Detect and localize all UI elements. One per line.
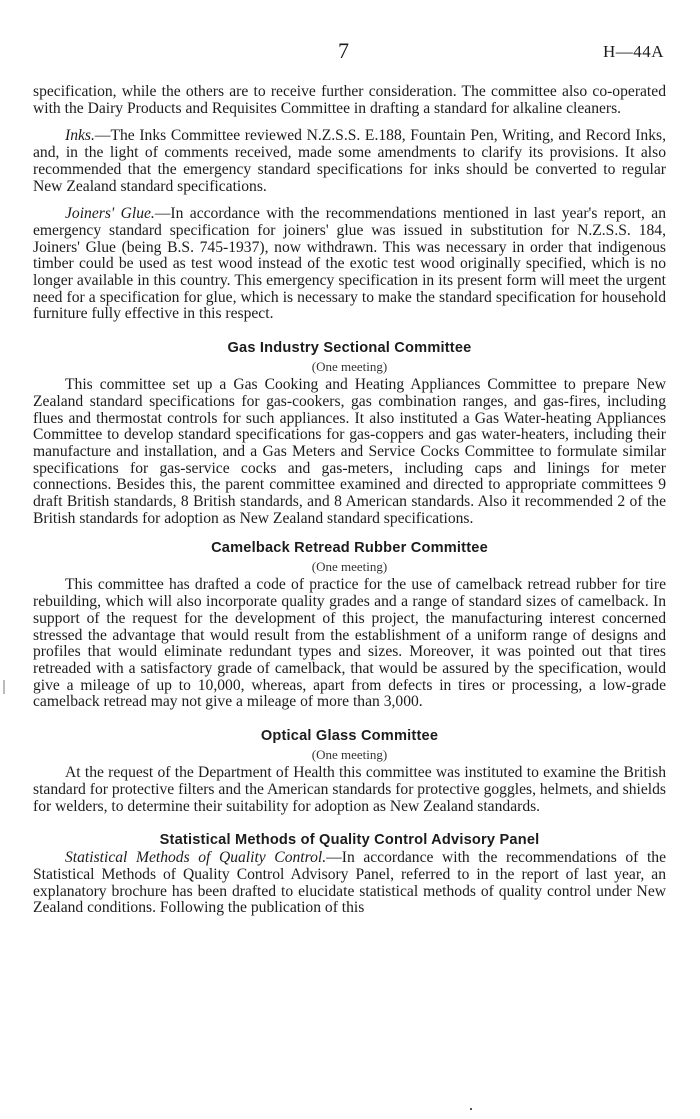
section-heading-statistical: Statistical Methods of Quality Control Advisory Panel	[159, 832, 540, 849]
inks-text: —The Inks Committee reviewed N.Z.S.S. E.188, Fountain Pen, Writing, and Record Inks, and, in the light of comments received, made some amendments to clarify its provisions. It also recommended that the emergency standard specifications for inks should be converted to regular New Zealand standard specifications.	[33, 127, 666, 195]
page-speck	[470, 1108, 472, 1110]
joiners-glue-text: —In accordance with the recommendations mentioned in last year's report, an emergency standard specification for joiners' glue was issued in substitution for N.Z.S.S. 184, Joiners' Glue (being B.S. 745-1937), now withdrawn. This was necessary in order that indigenous timber could be used as test wood instead of the exotic test wood originally specified, which is no longer available in this country. This emergency specification in its present form will meet the urgent need for a specification for glue, which is necessary to make the standard specification for household furniture fully effective in this respect.	[33, 205, 666, 323]
meeting-count-optical: (One meeting)	[311, 747, 388, 763]
joiners-glue-lead: Joiners' Glue.	[65, 205, 155, 223]
meeting-count-gas: (One meeting)	[311, 359, 388, 375]
page-header	[0, 38, 700, 64]
paragraph-inks	[33, 128, 666, 195]
statistical-lead: Statistical Methods of Quality Control.	[65, 849, 327, 867]
margin-mark	[3, 680, 5, 694]
paragraph-statistical	[33, 850, 666, 917]
paragraph-joiners-glue	[33, 206, 666, 323]
meeting-count-camelback: (One meeting)	[311, 559, 388, 575]
inks-lead: Inks.	[65, 127, 95, 145]
paragraph-optical: At the request of the Department of Health this committee was instituted to examine the British standard for protective filters and the American standards for protective goggles, helmets, and shields for welders, to determine their suitability for adoption as New Zealand standards.	[33, 764, 666, 815]
section-heading-gas: Gas Industry Sectional Committee	[227, 340, 472, 357]
section-heading-camelback: Camelback Retread Rubber Committee	[211, 540, 488, 557]
paragraph-camelback: This committee has drafted a code of practice for the use of camelback retread rubber for tire rebuilding, which will also incorporate quality grades and a range of standard sizes of camelback. In support of the request for the development of this project, the manufacturing interest concerned stressed the advantage that would result from the establishment of a uniform range of designs and profiles that would eliminate redundant types and sizes. Moreover, it was pointed out that tires retreaded with a satisfactory grade of camelback, that would be assured by the specification, would give a mileage of up to 10,000, whereas, apart from defects in tires or processing, a low-grade camelback retread may not give a mileage of more than 3,000.	[33, 576, 666, 711]
statistical-text: —In accordance with the recommendations of the Statistical Methods of Quality Control Advisory Panel, referred to in the report of last year, an explanatory brochure has been drafted to elucidate statistical methods of quality control under New Zealand conditions. Following the publication of this	[33, 849, 666, 917]
page-number: 7	[338, 38, 349, 63]
page-body	[33, 84, 666, 917]
paragraph-continued: specification, while the others are to receive further consideration. The committee also co-operated with the Dairy Products and Requisites Committee in drafting a standard for alkaline cleaners.	[33, 83, 666, 117]
document-reference: H—44A	[602, 42, 664, 61]
section-heading-optical: Optical Glass Committee	[260, 728, 439, 745]
paragraph-gas: This committee set up a Gas Cooking and Heating Appliances Committee to prepare New Zealand standard specifications for gas-cookers, gas combination ranges, and gas-fires, including flues and thermostat controls for such appliances. It also instituted a Gas Water-heating Appliances Committee to develop standard specifications for gas-coppers and gas water-heaters, including their manufacture and installation, and a Gas Meters and Service Cocks Committee to formulate similar specifications for gas-service cocks and gas-meters, including caps and linings for meter connections. Besides this, the parent committee examined and directed to appropriate committees 9 draft British standards, 8 British standards, and 8 American standards. Also it recommended 2 of the British standards for adoption as New Zealand standard specifications.	[33, 376, 666, 527]
